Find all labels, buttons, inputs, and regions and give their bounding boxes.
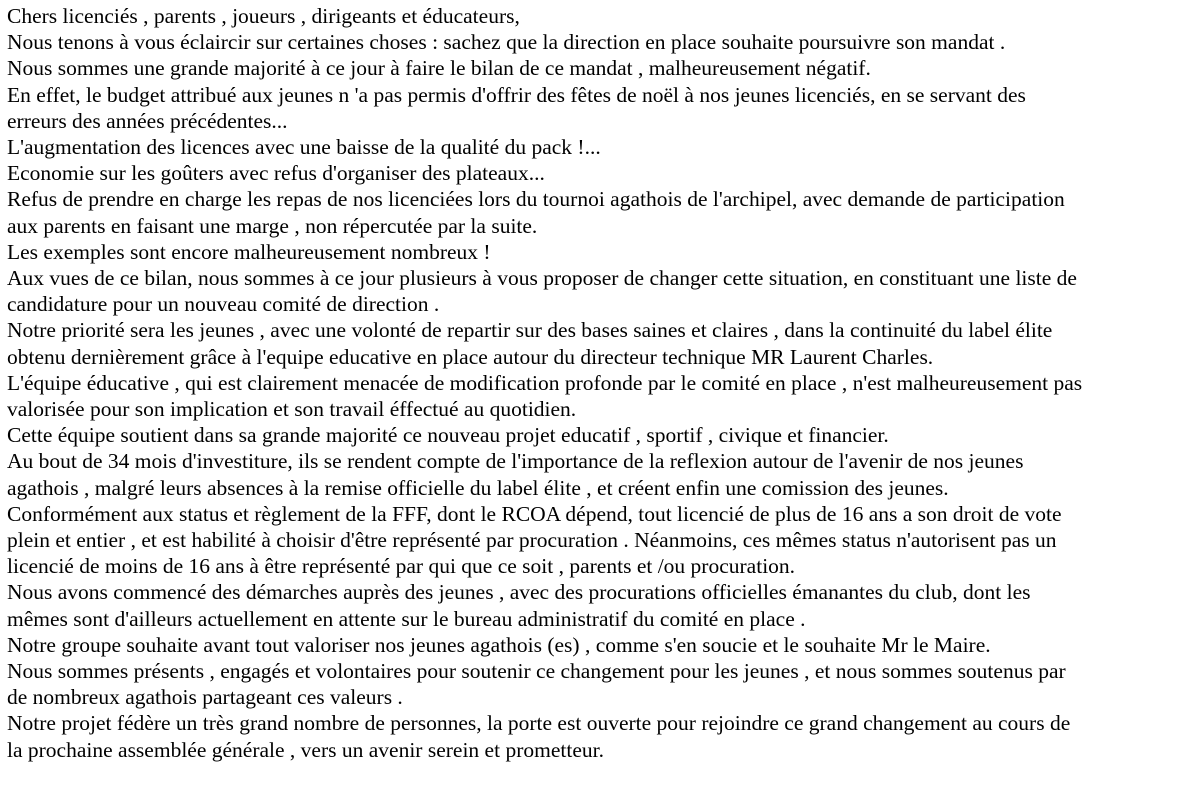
letter-line: aux parents en faisant une marge , non répercutée par la suite. [7, 213, 538, 238]
letter-line: Notre groupe souhaite avant tout valoriser nos jeunes agathois (es) , comme s'en soucie et le souhaite Mr le Maire. [7, 632, 991, 657]
letter-line: erreurs des années précédentes... [7, 108, 288, 133]
letter-line: Notre projet fédère un très grand nombre de personnes, la porte est ouverte pour rejoindre ce grand changement au cours de [7, 711, 1071, 736]
letter-line: Nous sommes une grande majorité à ce jour à faire le bilan de ce mandat , malheureusement négatif. [7, 56, 871, 81]
letter-body [7, 3, 1195, 763]
letter-line: Nous tenons à vous éclaircir sur certaines choses : sachez que la direction en place souhaite poursuivre son mandat . [7, 30, 1006, 55]
letter-line: Au bout de 34 mois d'investiture, ils se rendent compte de l'importance de la reflexion autour de l'avenir de nos jeunes [7, 449, 1024, 474]
letter-line: Conformément aux status et règlement de la FFF, dont le RCOA dépend, tout licencié de plus de 16 ans a son droit de vote [7, 501, 1062, 526]
letter-line: Cette équipe soutient dans sa grande majorité ce nouveau projet educatif , sportif , civique et financier. [7, 423, 889, 448]
letter-line: L'équipe éducative , qui est clairement menacée de modification profonde par le comité en place , n'est malheureusement pas [7, 370, 1083, 395]
letter-line: Les exemples sont encore malheureusement nombreux ! [7, 239, 491, 264]
letter-line: Notre priorité sera les jeunes , avec une volonté de repartir sur des bases saines et claires , dans la continuité du label élite [7, 318, 1053, 343]
letter-line: L'augmentation des licences avec une baisse de la qualité du pack !... [7, 135, 601, 160]
letter-line: Aux vues de ce bilan, nous sommes à ce jour plusieurs à vous proposer de changer cette situation, en constituant une liste de [7, 266, 1077, 291]
letter-line: Nous sommes présents , engagés et volontaires pour soutenir ce changement pour les jeunes , et nous sommes soutenus par [7, 659, 1066, 684]
letter-line: Chers licenciés , parents , joueurs , dirigeants et éducateurs, [7, 4, 520, 28]
letter-line: plein et entier , et est habilité à choisir d'être représenté par procuration . Néanmoins, ces mêmes status n'autorisent pas un [7, 528, 1057, 553]
letter-line: Economie sur les goûters avec refus d'organiser des plateaux... [7, 161, 545, 186]
letter-line: Nous avons commencé des démarches auprès des jeunes , avec des procurations officielles émanantes du club, dont les [7, 580, 1031, 605]
letter-line: obtenu dernièrement grâce à l'equipe educative en place autour du directeur technique MR Laurent Charles. [7, 344, 934, 369]
letter-line: mêmes sont d'ailleurs actuellement en attente sur le bureau administratif du comité en place . [7, 606, 806, 631]
letter-line: valorisée pour son implication et son travail éffectué au quotidien. [7, 397, 577, 422]
letter-line: licencié de moins de 16 ans à être représenté par qui que ce soit , parents et /ou procuration. [7, 554, 796, 579]
letter-line: En effet, le budget attribué aux jeunes n 'a pas permis d'offrir des fêtes de noël à nos jeunes licenciés, en se servant des [7, 82, 1026, 107]
letter-line: Refus de prendre en charge les repas de nos licenciées lors du tournoi agathois de l'archipel, avec demande de participation [7, 187, 1065, 212]
letter-line: candidature pour un nouveau comité de direction . [7, 292, 440, 317]
letter-line: agathois , malgré leurs absences à la remise officielle du label élite , et créent enfin une comission des jeunes. [7, 475, 949, 500]
letter-line: la prochaine assemblée générale , vers un avenir serein et prometteur. [7, 737, 604, 762]
letter-line: de nombreux agathois partageant ces valeurs . [7, 685, 403, 710]
